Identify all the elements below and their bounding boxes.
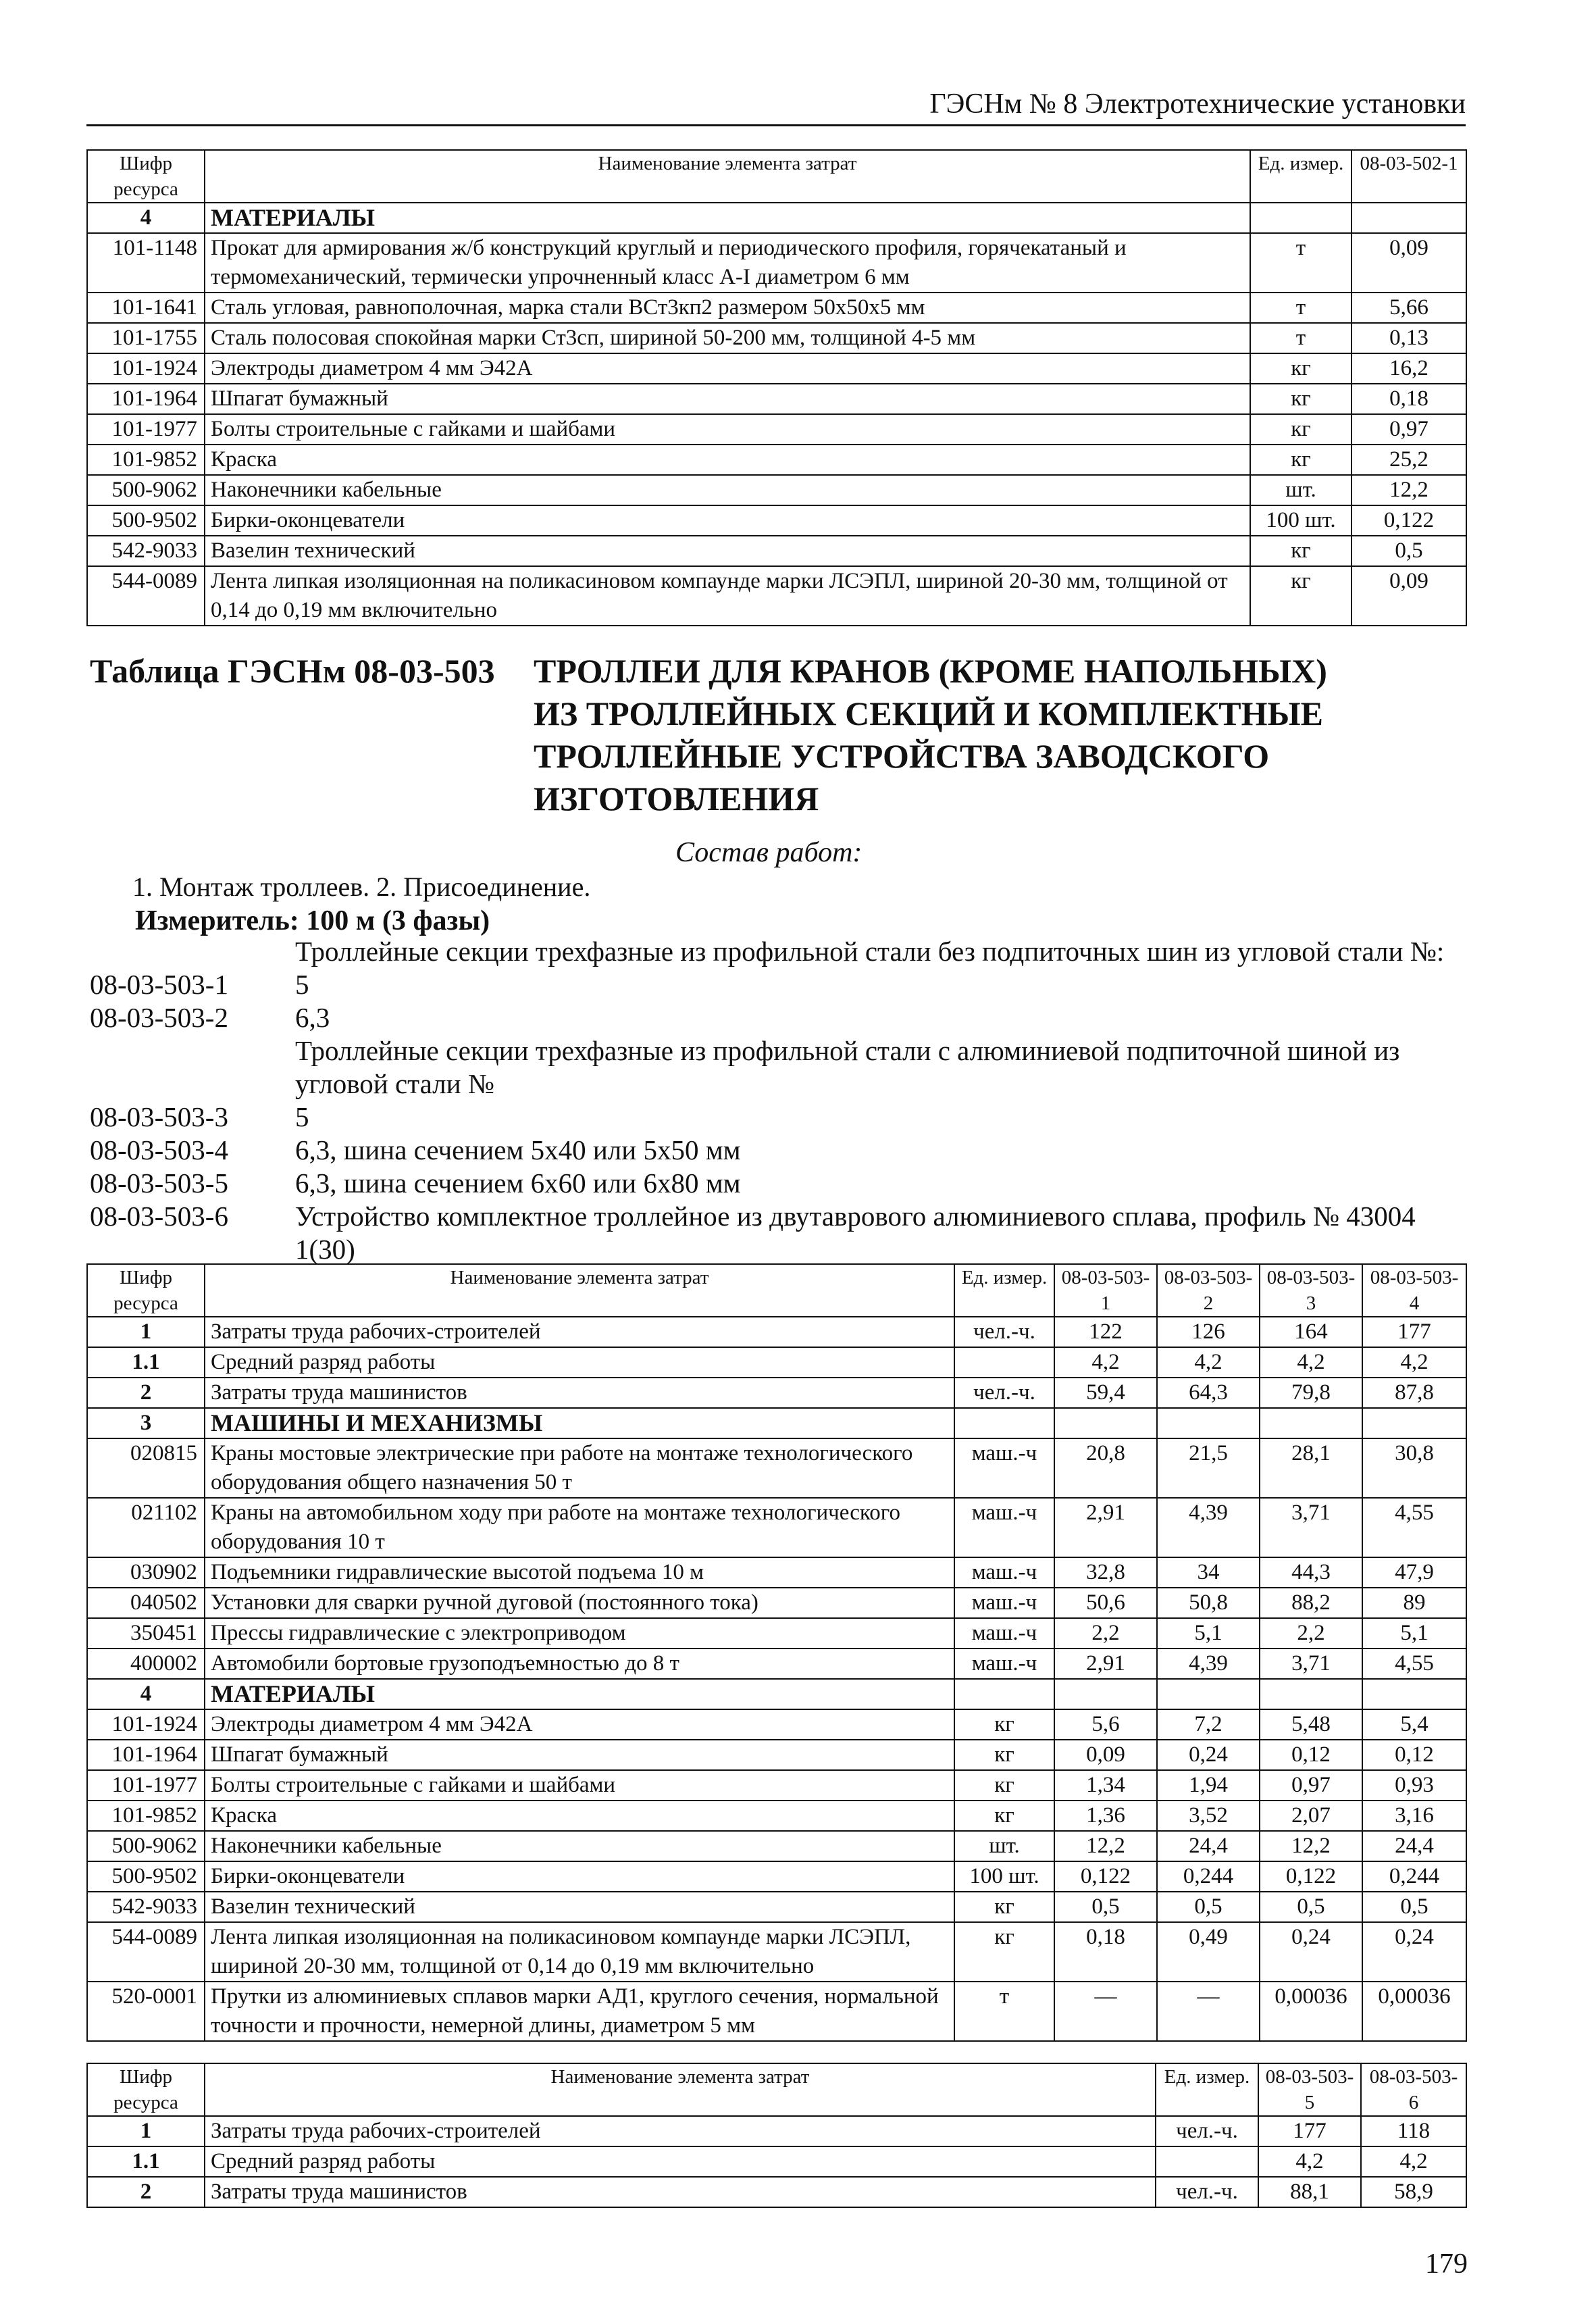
table-cell: кг (954, 1801, 1054, 1831)
table-body (87, 2116, 1466, 2207)
table-cell: 1 (87, 2116, 205, 2146)
table-title (534, 650, 1405, 820)
table-cell: 101-1977 (87, 414, 205, 445)
table-cell: 350451 (87, 1618, 205, 1649)
header-col: 08-03-503-3 (1260, 1264, 1362, 1317)
table-row (87, 536, 1466, 566)
table-row (87, 2146, 1466, 2177)
table-cell: Бирки-оконцеватели (205, 1861, 954, 1892)
header-unit: Ед. измер. (1156, 2063, 1258, 2116)
table-cell: 28,1 (1260, 1438, 1362, 1498)
table-cell: 0,5 (1352, 536, 1466, 566)
title-line: ИЗ ТРОЛЛЕЙНЫХ СЕКЦИЙ И КОМПЛЕКТНЫЕ (534, 695, 1323, 732)
table-cell: 79,8 (1260, 1378, 1362, 1408)
table-cell: 5,1 (1157, 1618, 1260, 1649)
table-cell: 030902 (87, 1557, 205, 1588)
table-cell: 0,122 (1352, 505, 1466, 536)
table-cell: маш.-ч (954, 1557, 1054, 1588)
table-cell: 4,2 (1157, 1347, 1260, 1378)
section-row (87, 203, 1466, 233)
table-cell: 4,39 (1157, 1498, 1260, 1557)
table-cell: Установки для сварки ручной дуговой (постоянного тока) (205, 1588, 954, 1618)
table-cell: 0,00036 (1260, 1982, 1362, 2041)
table-cell: 4,55 (1362, 1649, 1466, 1679)
norm-code: 08-03-503-3 (90, 1101, 228, 1132)
table-row (87, 233, 1466, 293)
table-cell: 500-9062 (87, 475, 205, 505)
table-cell: 16,2 (1352, 353, 1466, 384)
table-cell: 5,1 (1362, 1618, 1466, 1649)
table-row (87, 1618, 1466, 1649)
table-cell: чел.-ч. (1156, 2116, 1258, 2146)
table-cell: Болты строительные с гайками и шайбами (205, 1770, 954, 1801)
table-cell (1250, 203, 1352, 233)
table-cell: 5,6 (1054, 1709, 1157, 1740)
table-cell: 101-1924 (87, 1709, 205, 1740)
table-cell: 101-1148 (87, 233, 205, 293)
table-cell: шт. (1250, 475, 1352, 505)
table-cell: 0,09 (1352, 566, 1466, 626)
table-cell: 101-1977 (87, 1770, 205, 1801)
table-cell: т (954, 1982, 1054, 2041)
table-row (87, 1740, 1466, 1770)
table-cell: Шпагат бумажный (205, 1740, 954, 1770)
table-cell (954, 1408, 1054, 1438)
table-row (87, 1557, 1466, 1588)
table-row (87, 1892, 1466, 1922)
table-cell: 4,39 (1157, 1649, 1260, 1679)
table-cell: чел.-ч. (954, 1317, 1054, 1347)
resource-table-502 (86, 149, 1467, 626)
table-cell: 400002 (87, 1649, 205, 1679)
header-col: 08-03-503-2 (1157, 1264, 1260, 1317)
table-cell: 0,122 (1054, 1861, 1157, 1892)
table-cell: т (1250, 293, 1352, 323)
table-cell: МАТЕРИАЛЫ (205, 203, 1250, 233)
table-cell (1157, 1408, 1260, 1438)
table-cell: 20,8 (1054, 1438, 1157, 1498)
table-cell: 2 (87, 1378, 205, 1408)
table-row (87, 353, 1466, 384)
table-cell: 2,91 (1054, 1498, 1157, 1557)
table-row (87, 384, 1466, 414)
table-cell: Средний разряд работы (205, 2146, 1156, 2177)
table-cell: 126 (1157, 1317, 1260, 1347)
header-code: Шифр ресурса (87, 150, 205, 203)
table-cell: 12,2 (1054, 1831, 1157, 1861)
table-cell: кг (1250, 384, 1352, 414)
resource-table-503-b (86, 2063, 1467, 2208)
norm-group-heading: Троллейные секции трехфазные из профильной стали с алюминиевой подпиточной шиной из угловой стали № (295, 1035, 1400, 1099)
table-cell (1260, 1408, 1362, 1438)
norm-description: Устройство комплектное троллейное из двутаврового алюминиевого сплава, профиль № 43004 1(30) (295, 1201, 1416, 1265)
table-cell: 0,24 (1362, 1922, 1466, 1982)
table-cell: Прокат для армирования ж/б конструкций круглый и периодического профиля, горячекатаный и термомеханический, термически упрочненный класс А-I диаметром 6 мм (205, 233, 1250, 293)
running-header: ГЭСНм № 8 Электротехнические установки (929, 89, 1466, 120)
table-row (87, 1922, 1466, 1982)
composition-label: Состав работ: (675, 837, 863, 868)
table-cell: кг (954, 1709, 1054, 1740)
table-cell: Болты строительные с гайками и шайбами (205, 414, 1250, 445)
table-cell: Электроды диаметром 4 мм Э42А (205, 353, 1250, 384)
table-cell: Затраты труда машинистов (205, 2177, 1156, 2207)
table-cell: 2 (87, 2177, 205, 2207)
table-cell: 0,18 (1352, 384, 1466, 414)
table-cell: Электроды диаметром 4 мм Э42А (205, 1709, 954, 1740)
table-cell: 542-9033 (87, 536, 205, 566)
table-cell (954, 1347, 1054, 1378)
table-cell: 0,244 (1157, 1861, 1260, 1892)
table-cell: 34 (1157, 1557, 1260, 1588)
norm-code: 08-03-503-6 (90, 1201, 228, 1232)
norms-list (90, 935, 1468, 1266)
table-cell: 25,2 (1352, 445, 1466, 475)
table-cell: 544-0089 (87, 566, 205, 626)
table-cell: 4,2 (1260, 1347, 1362, 1378)
section-row (87, 1679, 1466, 1709)
table-cell: 1,36 (1054, 1801, 1157, 1831)
table-cell (1054, 1679, 1157, 1709)
table-row (87, 1588, 1466, 1618)
table-cell: Затраты труда рабочих-строителей (205, 1317, 954, 1347)
table-row (87, 1801, 1466, 1831)
table-cell: 122 (1054, 1317, 1157, 1347)
norm-description: 5 (295, 1101, 309, 1132)
table-cell: Сталь угловая, равнополочная, марка стали ВСт3кп2 размером 50х50х5 мм (205, 293, 1250, 323)
table-cell: 4,55 (1362, 1498, 1466, 1557)
norm-description: 5 (295, 969, 309, 1000)
table-cell: 040502 (87, 1588, 205, 1618)
table-cell: 4,2 (1361, 2146, 1466, 2177)
table-cell: 1,94 (1157, 1770, 1260, 1801)
table-cell: 118 (1361, 2116, 1466, 2146)
table-cell: Вазелин технический (205, 1892, 954, 1922)
table-cell: 12,2 (1352, 475, 1466, 505)
table-cell: 2,2 (1054, 1618, 1157, 1649)
section-row (87, 1408, 1466, 1438)
table-cell: Шпагат бумажный (205, 384, 1250, 414)
table-cell: кг (1250, 414, 1352, 445)
table-cell: кг (1250, 353, 1352, 384)
meter: Измеритель: 100 м (3 фазы) (135, 905, 490, 936)
table-row (87, 505, 1466, 536)
table-row (87, 1982, 1466, 2041)
table-cell: 5,4 (1362, 1709, 1466, 1740)
table-cell: 4,2 (1054, 1347, 1157, 1378)
table-cell: 2,2 (1260, 1618, 1362, 1649)
table-cell: 5,48 (1260, 1709, 1362, 1740)
table-cell: — (1157, 1982, 1260, 2041)
table-cell: 59,4 (1054, 1378, 1157, 1408)
header-name: Наименование элемента затрат (205, 150, 1250, 203)
norm-item (90, 1101, 1468, 1134)
table-cell: 44,3 (1260, 1557, 1362, 1588)
table-row (87, 323, 1466, 353)
norm-group-heading: Троллейные секции трехфазные из профильной стали без подпиточных шин из угловой стали №: (295, 936, 1445, 967)
table-cell: 0,97 (1260, 1770, 1362, 1801)
table-cell: 0,18 (1054, 1922, 1157, 1982)
table-cell: Затраты труда машинистов (205, 1378, 954, 1408)
table-cell: 020815 (87, 1438, 205, 1498)
table-cell (1352, 203, 1466, 233)
table-cell: 4,2 (1362, 1347, 1466, 1378)
table-cell: 89 (1362, 1588, 1466, 1618)
table-cell: — (1054, 1982, 1157, 2041)
table-cell: т (1250, 323, 1352, 353)
header-code: Шифр ресурса (87, 1264, 205, 1317)
norm-item (90, 1001, 1468, 1034)
table-row (87, 293, 1466, 323)
table-cell: 88,1 (1258, 2177, 1361, 2207)
table-cell: маш.-ч (954, 1438, 1054, 1498)
table-cell (954, 1679, 1054, 1709)
table-cell: МАШИНЫ И МЕХАНИЗМЫ (205, 1408, 954, 1438)
table-cell: 0,13 (1352, 323, 1466, 353)
norm-item (90, 1167, 1468, 1200)
table-cell: 4 (87, 1679, 205, 1709)
table-cell: 101-1755 (87, 323, 205, 353)
table-cell: маш.-ч (954, 1649, 1054, 1679)
table-cell: 0,97 (1352, 414, 1466, 445)
table-cell: кг (1250, 536, 1352, 566)
header-col: 08-03-503-4 (1362, 1264, 1466, 1317)
table-cell (1157, 1679, 1260, 1709)
norm-group (90, 1101, 1468, 1266)
table-cell: 88,2 (1260, 1588, 1362, 1618)
header-col: 08-03-502-1 (1352, 150, 1466, 203)
table-cell: Краска (205, 445, 1250, 475)
table-row (87, 1831, 1466, 1861)
table-cell: 64,3 (1157, 1378, 1260, 1408)
table-cell: 100 шт. (1250, 505, 1352, 536)
table-cell: т (1250, 233, 1352, 293)
table-cell: 24,4 (1157, 1831, 1260, 1861)
table-cell: 101-1641 (87, 293, 205, 323)
table-cell: 0,5 (1260, 1892, 1362, 1922)
norm-group (90, 968, 1468, 1034)
table-cell: 0,24 (1260, 1922, 1362, 1982)
table-cell: 1 (87, 1317, 205, 1347)
table-body (87, 1317, 1466, 2041)
table-cell: Вазелин технический (205, 536, 1250, 566)
table-cell: Автомобили бортовые грузоподъемностью до 8 т (205, 1649, 954, 1679)
table-row (87, 2177, 1466, 2207)
table-cell: Краны мостовые электрические при работе на монтаже технологического оборудования общего назначения 50 т (205, 1438, 954, 1498)
table-cell: 3 (87, 1408, 205, 1438)
table-row (87, 1709, 1466, 1740)
table-cell: 177 (1362, 1317, 1466, 1347)
table-cell: кг (954, 1740, 1054, 1770)
table-row (87, 1649, 1466, 1679)
header-unit: Ед. измер. (954, 1264, 1054, 1317)
table-cell: 50,6 (1054, 1588, 1157, 1618)
table-cell: 2,07 (1260, 1801, 1362, 1831)
table-cell: 0,12 (1362, 1740, 1466, 1770)
table-row (87, 1498, 1466, 1557)
title-line: ТРОЛЛЕИ ДЛЯ КРАНОВ (КРОМЕ НАПОЛЬНЫХ) (534, 652, 1327, 690)
norm-item (90, 1200, 1468, 1266)
table-cell: 100 шт. (954, 1861, 1054, 1892)
table-cell: 0,00036 (1362, 1982, 1466, 2041)
table-cell: Краны на автомобильном ходу при работе на монтаже технологического оборудования 10 т (205, 1498, 954, 1557)
table-cell: Лента липкая изоляционная на поликасиновом компаунде марки ЛСЭПЛ, шириной 20-30 мм, толщиной от 0,14 до 0,19 мм включительно (205, 566, 1250, 626)
table-cell: 520-0001 (87, 1982, 205, 2041)
work-composition: 1. Монтаж троллеев. 2. Присоединение. (132, 872, 591, 902)
table-cell: 0,09 (1352, 233, 1466, 293)
title-line: ИЗГОТОВЛЕНИЯ (534, 780, 819, 818)
table-cell: 12,2 (1260, 1831, 1362, 1861)
table-cell: 101-9852 (87, 1801, 205, 1831)
table-cell: 021102 (87, 1498, 205, 1557)
table-cell: 1.1 (87, 1347, 205, 1378)
table-cell: кг (954, 1922, 1054, 1982)
page-number: 179 (1425, 2248, 1468, 2280)
table-cell: МАТЕРИАЛЫ (205, 1679, 954, 1709)
table-cell: 0,5 (1054, 1892, 1157, 1922)
table-cell: 101-1924 (87, 353, 205, 384)
table-cell: 0,93 (1362, 1770, 1466, 1801)
table-cell: 0,5 (1362, 1892, 1466, 1922)
table-cell (1260, 1679, 1362, 1709)
table-cell: маш.-ч (954, 1588, 1054, 1618)
table-cell: 542-9033 (87, 1892, 205, 1922)
table-cell: Прессы гидравлические с электроприводом (205, 1618, 954, 1649)
table-cell: Подъемники гидравлические высотой подъема 10 м (205, 1557, 954, 1588)
table-cell: Краска (205, 1801, 954, 1831)
header-unit: Ед. измер. (1250, 150, 1352, 203)
table-row (87, 1438, 1466, 1498)
table-cell: Лента липкая изоляционная на поликасиновом компаунде марки ЛСЭПЛ, шириной 20-30 мм, толщиной от 0,14 до 0,19 мм включительно (205, 1922, 954, 1982)
table-cell: 177 (1258, 2116, 1361, 2146)
norm-item (90, 968, 1468, 1001)
table-row (87, 1378, 1466, 1408)
table-cell: 32,8 (1054, 1557, 1157, 1588)
norm-code: 08-03-503-5 (90, 1167, 228, 1199)
table-cell: 0,09 (1054, 1740, 1157, 1770)
table-cell: 4 (87, 203, 205, 233)
header-rule (86, 124, 1466, 126)
table-cell: Наконечники кабельные (205, 1831, 954, 1861)
table-cell: 58,9 (1361, 2177, 1466, 2207)
table-cell: кг (1250, 445, 1352, 475)
table-cell: 1.1 (87, 2146, 205, 2177)
table-cell: 164 (1260, 1317, 1362, 1347)
table-cell: 0,244 (1362, 1861, 1466, 1892)
norm-description: 6,3, шина сечением 6х60 или 6х80 мм (295, 1167, 741, 1199)
table-row (87, 566, 1466, 626)
table-row (87, 1347, 1466, 1378)
title-line: ТРОЛЛЕЙНЫЕ УСТРОЙСТВА ЗАВОДСКОГО (534, 737, 1270, 775)
table-cell: Сталь полосовая спокойная марки Ст3сп, шириной 50-200 мм, толщиной 4-5 мм (205, 323, 1250, 353)
table-row (87, 414, 1466, 445)
norm-code: 08-03-503-1 (90, 969, 228, 1000)
table-cell: маш.-ч (954, 1618, 1054, 1649)
table-cell: 3,71 (1260, 1498, 1362, 1557)
table-cell: 5,66 (1352, 293, 1466, 323)
table-cell: 3,16 (1362, 1801, 1466, 1831)
table-cell: маш.-ч (954, 1498, 1054, 1557)
table-cell: 21,5 (1157, 1438, 1260, 1498)
table-cell: Наконечники кабельные (205, 475, 1250, 505)
header-col: 08-03-503-6 (1361, 2063, 1466, 2116)
table-cell: 3,71 (1260, 1649, 1362, 1679)
table-cell (1362, 1408, 1466, 1438)
table-cell: 101-1964 (87, 1740, 205, 1770)
table-row (87, 1770, 1466, 1801)
table-cell: Затраты труда рабочих-строителей (205, 2116, 1156, 2146)
table-row (87, 475, 1466, 505)
header-col: 08-03-503-5 (1258, 2063, 1361, 2116)
table-cell (1156, 2146, 1258, 2177)
table-cell: 0,49 (1157, 1922, 1260, 1982)
table-cell: 4,2 (1258, 2146, 1361, 2177)
table-cell: 87,8 (1362, 1378, 1466, 1408)
norm-item (90, 1134, 1468, 1167)
table-cell: 1,34 (1054, 1770, 1157, 1801)
table-cell: 101-1964 (87, 384, 205, 414)
table-row (87, 445, 1466, 475)
table-row (87, 2116, 1466, 2146)
header-name: Наименование элемента затрат (205, 2063, 1156, 2116)
norm-description: 6,3 (295, 1002, 330, 1033)
table-cell: 0,5 (1157, 1892, 1260, 1922)
table-cell: шт. (954, 1831, 1054, 1861)
norm-code: 08-03-503-4 (90, 1134, 228, 1165)
table-cell: 500-9502 (87, 1861, 205, 1892)
table-cell: 0,24 (1157, 1740, 1260, 1770)
norm-code: 08-03-503-2 (90, 1002, 228, 1033)
table-cell: 0,122 (1260, 1861, 1362, 1892)
norm-description: 6,3, шина сечением 5х40 или 5х50 мм (295, 1134, 741, 1165)
table-cell: 500-9062 (87, 1831, 205, 1861)
table-row (87, 1861, 1466, 1892)
table-cell: 2,91 (1054, 1649, 1157, 1679)
header-col: 08-03-503-1 (1054, 1264, 1157, 1317)
table-cell: кг (1250, 566, 1352, 626)
table-cell (1054, 1408, 1157, 1438)
table-cell: 24,4 (1362, 1831, 1466, 1861)
header-name: Наименование элемента затрат (205, 1264, 954, 1317)
table-row (87, 1317, 1466, 1347)
header-code: Шифр ресурса (87, 2063, 205, 2116)
table-cell: 47,9 (1362, 1557, 1466, 1588)
table-cell: чел.-ч. (1156, 2177, 1258, 2207)
table-cell: кг (954, 1770, 1054, 1801)
table-body (87, 203, 1466, 626)
table-cell: Бирки-оконцеватели (205, 505, 1250, 536)
table-cell: Средний разряд работы (205, 1347, 954, 1378)
table-cell: 50,8 (1157, 1588, 1260, 1618)
table-cell: 30,8 (1362, 1438, 1466, 1498)
table-cell: 7,2 (1157, 1709, 1260, 1740)
table-cell: чел.-ч. (954, 1378, 1054, 1408)
table-cell: 101-9852 (87, 445, 205, 475)
table-cell (1362, 1679, 1466, 1709)
table-cell: 3,52 (1157, 1801, 1260, 1831)
table-cell: Прутки из алюминиевых сплавов марки АД1, круглого сечения, нормальной точности и прочности, немерной длины, диаметром 5 мм (205, 1982, 954, 2041)
table-cell: 500-9502 (87, 505, 205, 536)
table-cell: 544-0089 (87, 1922, 205, 1982)
table-cell: кг (954, 1892, 1054, 1922)
table-label: Таблица ГЭСНм 08-03-503 (90, 652, 495, 690)
resource-table-503-a (86, 1263, 1467, 2042)
table-cell: 0,12 (1260, 1740, 1362, 1770)
